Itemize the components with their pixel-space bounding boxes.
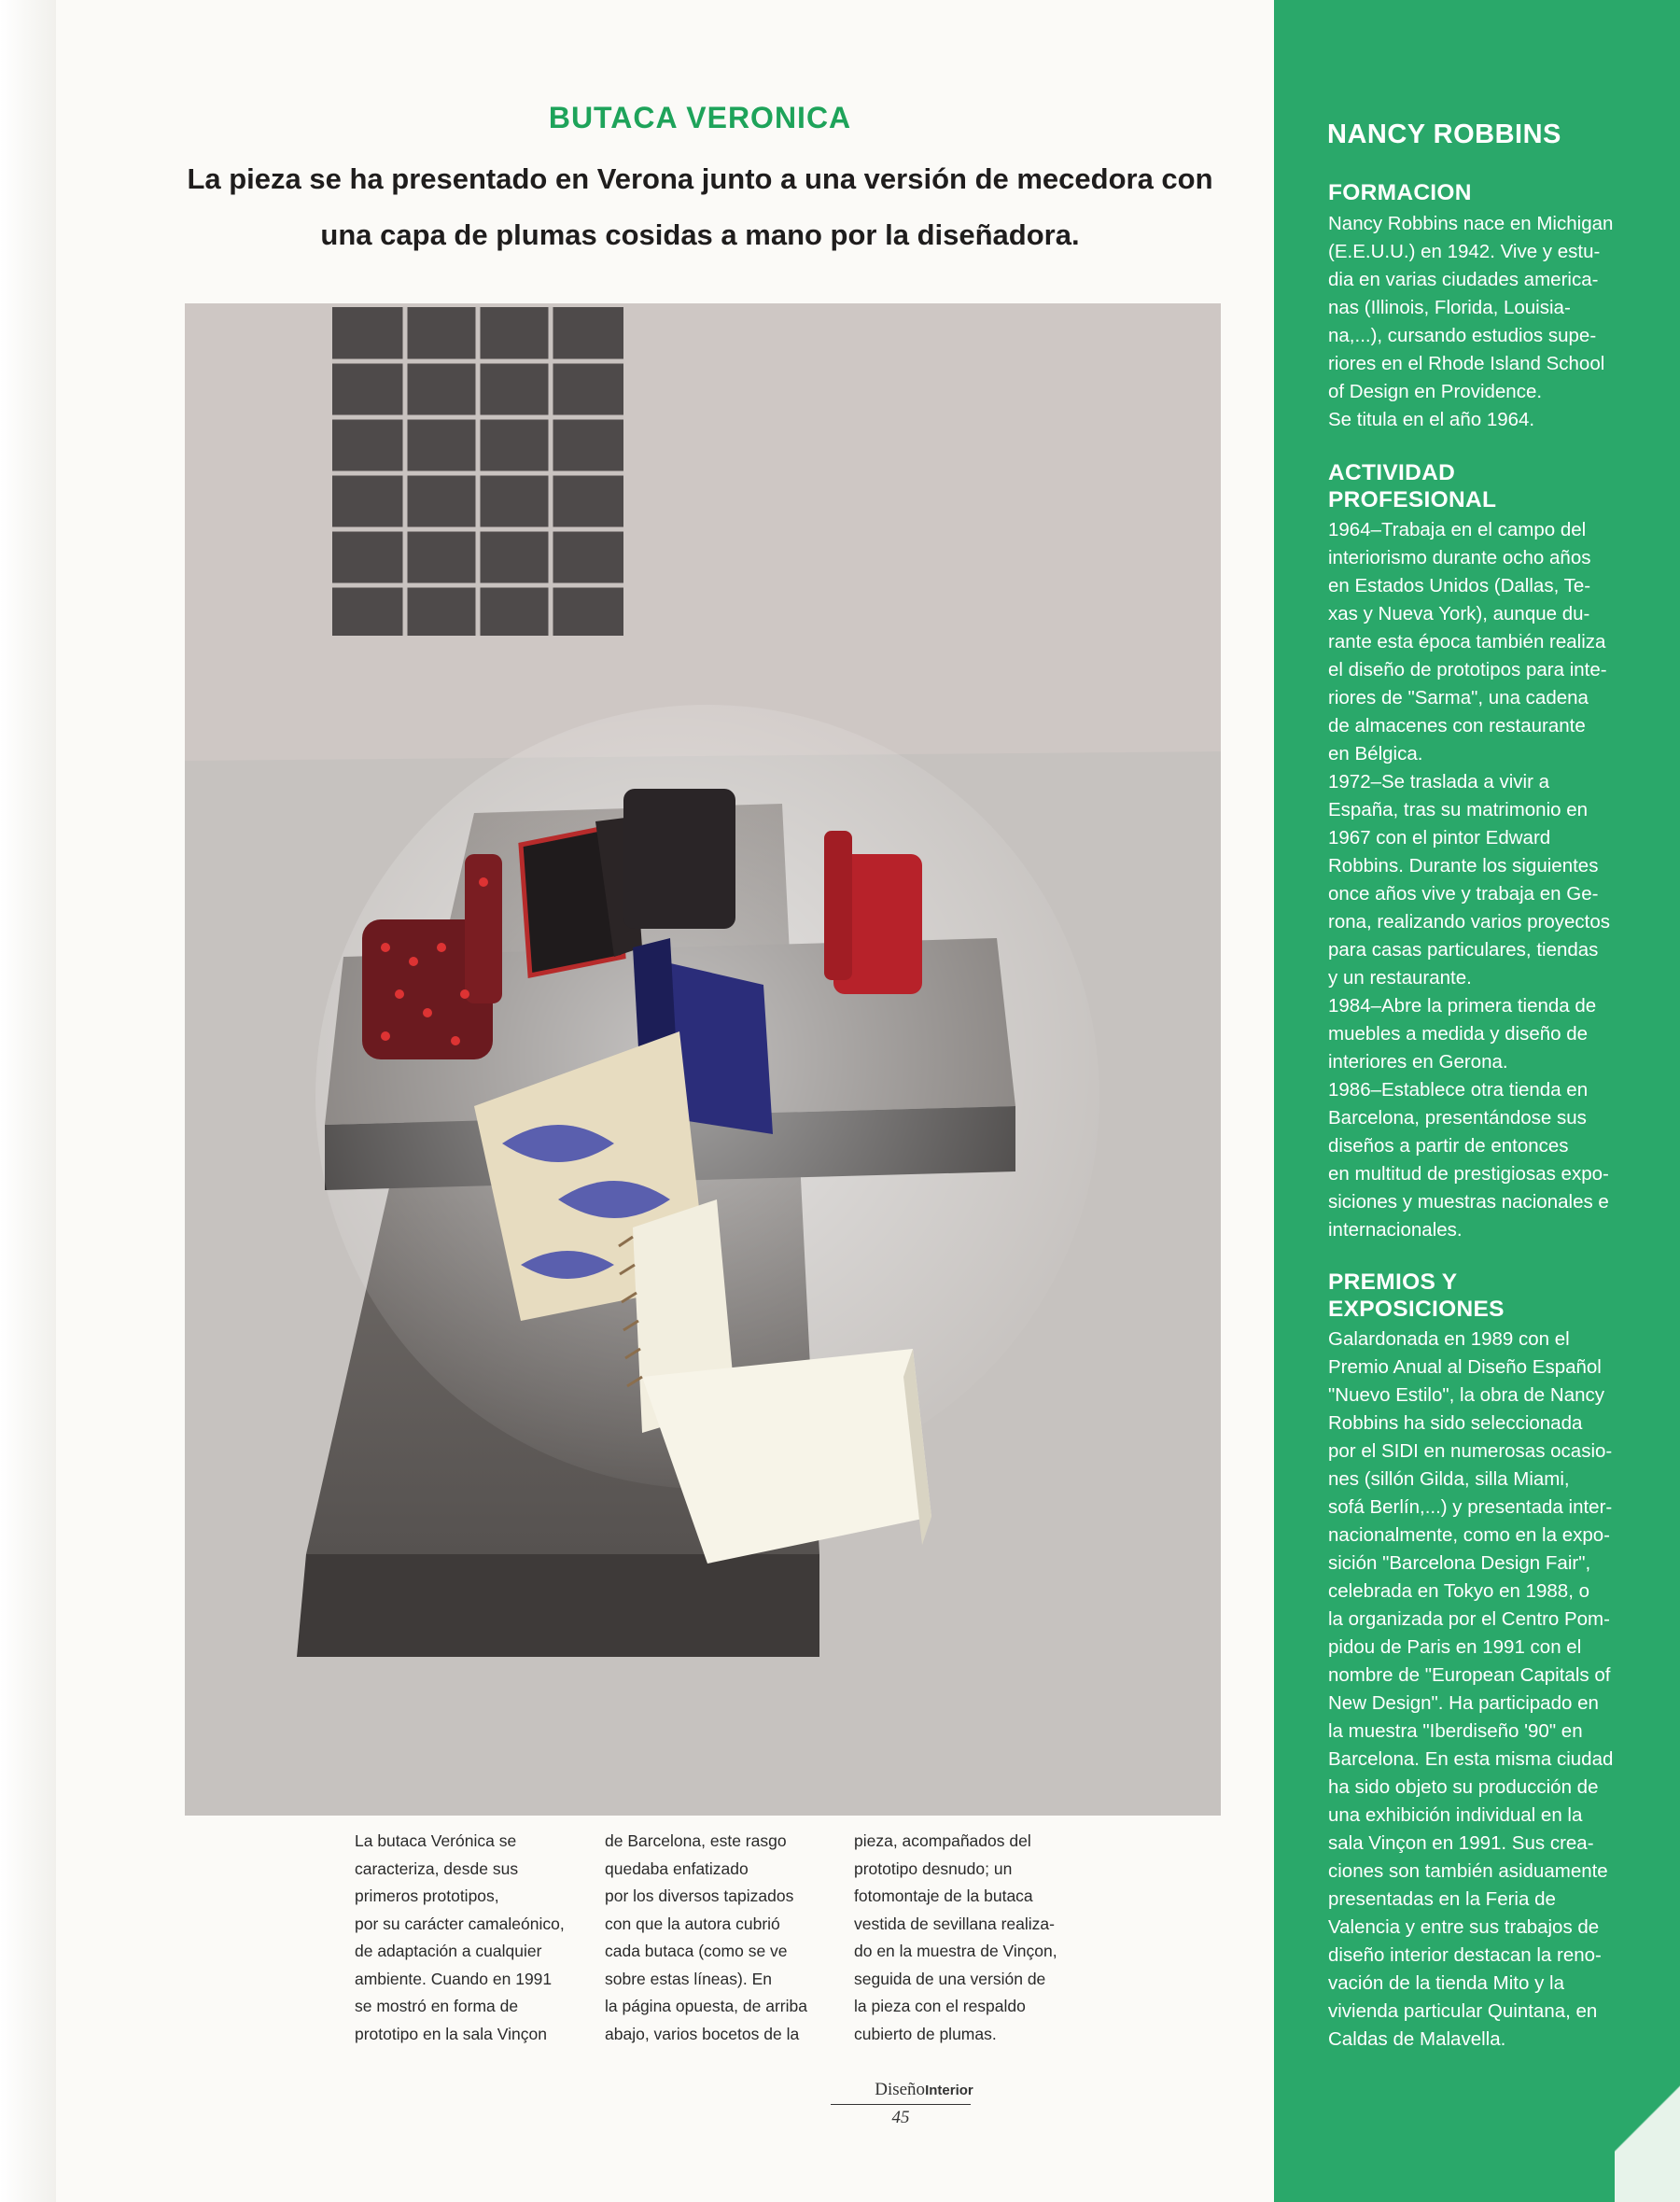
footer-rule	[831, 2104, 971, 2105]
page-number: 45	[891, 2108, 910, 2127]
chair-dark	[623, 789, 735, 929]
chair-red-floral	[824, 831, 922, 994]
sidebar-text-formacion: Nancy Robbins nace en Michigan (E.E.U.U.) en 1942. Vive y estu- dia en varias ciudades america- nas (Illinois, Florida, Louisia- na,...), cursando estudios supe- riores en el Rhode Island School of Design en Providence. Se titula en el año 1964.	[1328, 213, 1614, 430]
caption-column-1: La butaca Verónica se caracteriza, desde sus primeros prototipos, por su carácter camaleónico, de adaptación a cualquier ambiente. Cuando en 1991 se mostró en forma de prototipo en la sala Vinçon	[355, 1831, 565, 2043]
sidebar-heading-premios: PREMIOS Y EXPOSICIONES	[1328, 1269, 1505, 1322]
sidebar-text-actividad: 1964–Trabaja en el campo del interiorismo durante ocho años en Estados Unidos (Dallas, Te- xas y Nueva York), aunque du- rante esta época también realiza el diseño de prototipos para inte- riores de "Sarma", una cadena de almacenes con restaurante en Bélgica. 1972–Se traslada a vivir a España, tras su matrimonio en 1967 con el pintor Edward Robbins. Durante los siguientes once años vive y trabaja en Ge- rona, realizando varios proyectos para casas particulares, tiendas y un restaurante. 1984–Abre la primera tienda de muebles a medida y diseño de interiores en Gerona. 1986–Establece otra tienda en Barcelona, presentándose sus diseños a partir de entonces en multitud de prestigiosas expo- siciones y muestras nacionales e internacionales.	[1328, 519, 1610, 1241]
article-headline: La pieza se ha presentado en Verona junto a una versión de mecedora con una capa de plumas cosidas a mano por la diseñadora.	[187, 162, 1213, 251]
page-gutter	[0, 0, 56, 2202]
footer-brand-main: Diseño	[875, 2080, 926, 2099]
exhibition-photo	[185, 303, 1221, 1816]
footer-brand-sub: Interior	[925, 2083, 973, 2098]
sidebar-heading-formacion: FORMACION	[1328, 180, 1472, 205]
sidebar-heading-actividad: ACTIVIDAD PROFESIONAL	[1328, 460, 1497, 512]
caption-column-3: pieza, acompañados del prototipo desnudo; un fotomontaje de la butaca vestida de sevillana realiza- do en la muestra de Vinçon, seguida de una versión de la pieza con el respaldo cubierto de plumas.	[854, 1831, 1057, 2043]
sidebar-title: NANCY ROBBINS	[1327, 119, 1561, 149]
footer-brand	[831, 2080, 1017, 2100]
article-kicker: BUTACA VERONICA	[548, 101, 852, 134]
page-corner	[1615, 2072, 1680, 2202]
caption-column-2: de Barcelona, este rasgo quedaba enfatizado por los diversos tapizados con que la autora cubrió cada butaca (como se ve sobre estas líneas). En la página opuesta, de arriba abajo, varios bocetos de la	[605, 1831, 807, 2043]
exhibition-photo-illustration	[185, 303, 1221, 1816]
sidebar-text-premios: Galardonada en 1989 con el Premio Anual al Diseño Español "Nuevo Estilo", la obra de Nancy Robbins ha sido seleccionada por el SIDI en numerosas ocasio- nes (sillón Gilda, silla Miami, sofá Berlín,...) y presentada inter- nacionalmente, como en la expo- sición "Barcelona Design Fair", celebrada en Tokyo en 1988, o la organizada por el Centro Pom- pidou de Paris en 1991 con el nombre de "European Capitals of New Design". Ha participado en la muestra "Iberdiseño '90" en Barcelona. En esta misma ciudad ha sido objeto su producción de una exhibición individual en la sala Vinçon en 1991. Sus crea- ciones son también asiduamente presentadas en la Feria de Valencia y entre sus trabajos de diseño interior destacan la reno- vación de la tienda Mito y la vivienda particular Quintana, en Caldas de Malavella.	[1328, 1328, 1614, 2050]
